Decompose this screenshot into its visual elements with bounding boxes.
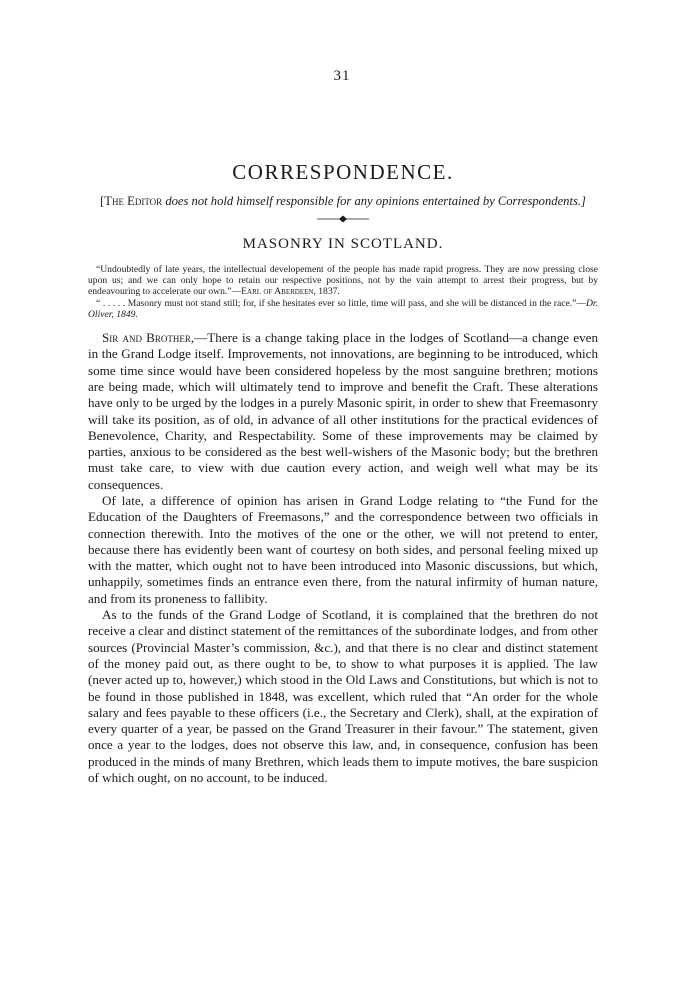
- epigraph-text: “Undoubtedly of late years, the intellectual developement of the people has made rapid progress. They are now pressing close upon us; and we can only hope to retain our respective positions, not by the vain attempt to arrest their progress, but by endeavouring to accelerate our own.”—: [88, 264, 598, 298]
- editor-note-open: [: [100, 194, 105, 208]
- letter-body: [88, 330, 598, 786]
- salutation: Sir and Brother,: [102, 330, 195, 346]
- epigraph-attribution: Earl of Aberdeen, 1837.: [241, 286, 340, 298]
- ornament-divider-icon: [313, 215, 373, 223]
- paragraph: [88, 330, 598, 493]
- paragraph: Of late, a difference of opinion has arisen in Grand Lodge relating to “the Fund for the Education of the Daughters of Freemasons,” and the correspondence between two officials in connection therewith. Into the motives of the one or the other, we will not pretend to enter, because there has evidently been want of courtesy on both sides, and personal feeling mixed up with the matter, which ought not to have been introduced into Masonic discussions, but which, unhappily, sometimes finds an entrance even there, from the natural infirmity of human nature, and from its proneness to fallibity.: [88, 492, 598, 606]
- article-title: MASONRY IN SCOTLAND.: [242, 236, 444, 252]
- epigraph-attribution: Dr. Oliver, 1849.: [88, 297, 598, 320]
- page-content: [88, 160, 598, 786]
- epigraph-quote: [88, 298, 598, 320]
- epigraph-quote: [88, 264, 598, 298]
- editor-note-lead: The Editor: [104, 194, 163, 208]
- epigraph-text: “ . . . . . Masonry must not stand still; for, if she hesitates ever so little, time will pass, and she will be distanced in the race.”—: [96, 297, 586, 309]
- editor-note-rest: does not hold himself responsible for any opinions entertained by Correspondents.]: [162, 194, 586, 208]
- section-title: CORRESPONDENCE.: [232, 160, 454, 184]
- paragraph: As to the funds of the Grand Lodge of Scotland, it is complained that the brethren do not receive a clear and distinct statement of the remittances of the subordinate lodges, and from other sources (Provincial Master’s commission, &c.), and that there is no clear and distinct statement of the money paid out, as there ought to be, to show to what purposes it is applied. The law (never acted up to, however,) which stood in the Old Laws and Constitutions, but which is not to be found in those published in 1848, was excellent, which ruled that “An order for the whole salary and fees payable to these officers (i.e., the Secretary and Clerk), shall, at the expiration of every quarter of a year, be passed on the Grand Treasurer in their favour.” The statement, given once a year to the lodges, does not observe this law, and, in consequence, confusion has been produced in the minds of many Brethren, which leads them to impute motives, the bare suspicion of which ought, on no account, to be induced.: [88, 607, 598, 786]
- epigraphs: [88, 264, 598, 320]
- paragraph-text: —There is a change taking place in the lodges of Scotland—a change even in the Grand Lodge itself. Improvements, not innovations, are beginning to be introduced, which some time since would have been considered hopeless by the most sanguine brethren; motions are being made, which will ultimately tend to improve and benefit the Craft. These alterations have only to be urged by the lodges in a purely Masonic spirit, in order to shew that Freemasonry will take its position, as of old, in advance of all other institutions for the practical evidences of Benevolence, Charity, and Respectability. Some of these improvements may be claimed by parties, anxious to be considered as the best well-wishers of the Masonic body; but the brethren must take care, to view with due caution every action, and weigh well what may be its consequences.: [88, 330, 598, 492]
- page-number: 31: [333, 68, 351, 84]
- editor-disclaimer: [88, 194, 598, 209]
